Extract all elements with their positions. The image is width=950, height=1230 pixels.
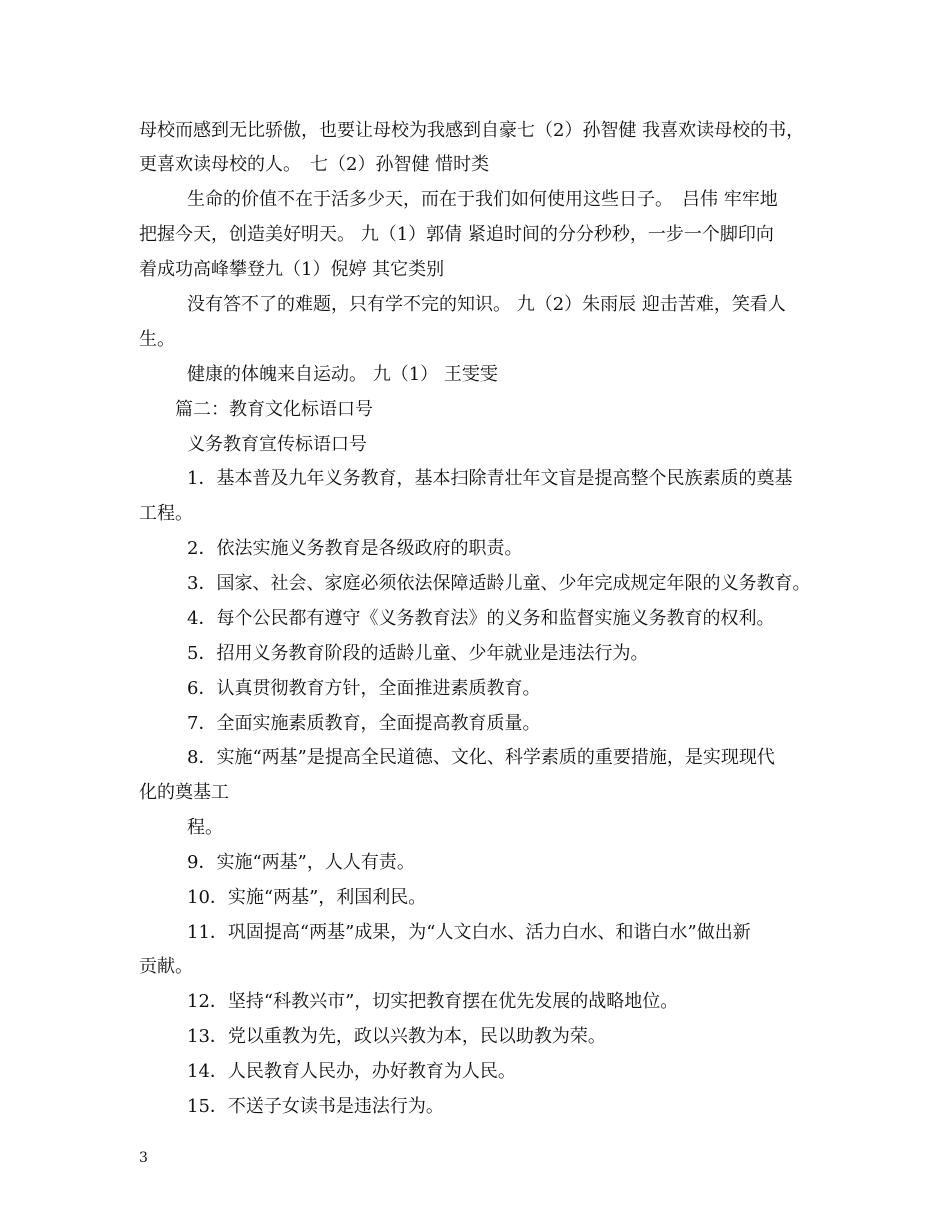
list-item: 10．实施“两基”，利国利民。 xyxy=(187,887,427,908)
list-item: 15．不送子女读书是违法行为。 xyxy=(187,1096,444,1117)
list-item: 6．认真贯彻教育方针，全面推进素质教育。 xyxy=(187,678,541,699)
list-item: 13．党以重教为先，政以兴教为本，民以助教为荣。 xyxy=(187,1026,606,1047)
page-number: 3 xyxy=(139,1150,148,1166)
list-item: 3．国家、社会、家庭必须依法保障适龄儿童、少年完成规定年限的义务教育。 xyxy=(187,573,811,594)
text-line: 生命的价值不在于活多少天，而在于我们如何使用这些日子。 吕伟 牢牢地 xyxy=(187,189,778,210)
list-item: 9．实施“两基”，人人有责。 xyxy=(187,852,415,873)
text-line: 更喜欢读母校的人。 七（2）孙智健 惜时类 xyxy=(139,154,490,175)
list-item: 5．招用义务教育阶段的适龄儿童、少年就业是违法行为。 xyxy=(187,643,649,664)
list-item-continued: 贡献。 xyxy=(139,956,193,977)
list-item-continued: 化的奠基工 xyxy=(139,782,229,803)
list-item-continued: 程。 xyxy=(187,817,223,838)
text-line: 把握今天，创造美好明天。 九（1）郭倩 紧追时间的分分秒秒，一步一个脚印向 xyxy=(139,224,774,245)
text-line: 生。 xyxy=(139,329,175,350)
list-item: 2．依法实施义务教育是各级政府的职责。 xyxy=(187,538,523,559)
text-line: 着成功高峰攀登九（1）倪婷 其它类别 xyxy=(139,259,445,280)
section-heading: 篇二：教育文化标语口号 xyxy=(175,399,373,420)
text-line: 母校而感到无比骄傲，也要让母校为我感到自豪七（2）孙智健 我喜欢读母校的书， xyxy=(139,120,805,141)
list-item: 14．人民教育人民办，办好教育为人民。 xyxy=(187,1061,516,1082)
text-line: 没有答不了的难题，只有学不完的知识。 九（2）朱雨辰 迎击苦难，笑看人 xyxy=(187,294,786,315)
subheading: 义务教育宣传标语口号 xyxy=(187,434,367,455)
text-line: 健康的体魄来自运动。 九（1） 王雯雯 xyxy=(187,364,498,385)
list-item: 4．每个公民都有遵守《义务教育法》的义务和监督实施义务教育的权利。 xyxy=(187,608,775,629)
list-item: 1．基本普及九年义务教育，基本扫除青壮年文盲是提高整个民族素质的奠基 xyxy=(187,468,793,489)
list-item-continued: 工程。 xyxy=(139,503,193,524)
list-item: 12．坚持“科教兴市”，切实把教育摆在优先发展的战略地位。 xyxy=(187,991,679,1012)
list-item: 11．巩固提高“两基”成果，为“人文白水、活力白水、和谐白水”做出新 xyxy=(187,922,751,943)
list-item: 7．全面实施素质教育，全面提高教育质量。 xyxy=(187,713,541,734)
list-item: 8．实施“两基”是提高全民道德、文化、科学素质的重要措施，是实现现代 xyxy=(187,747,775,768)
